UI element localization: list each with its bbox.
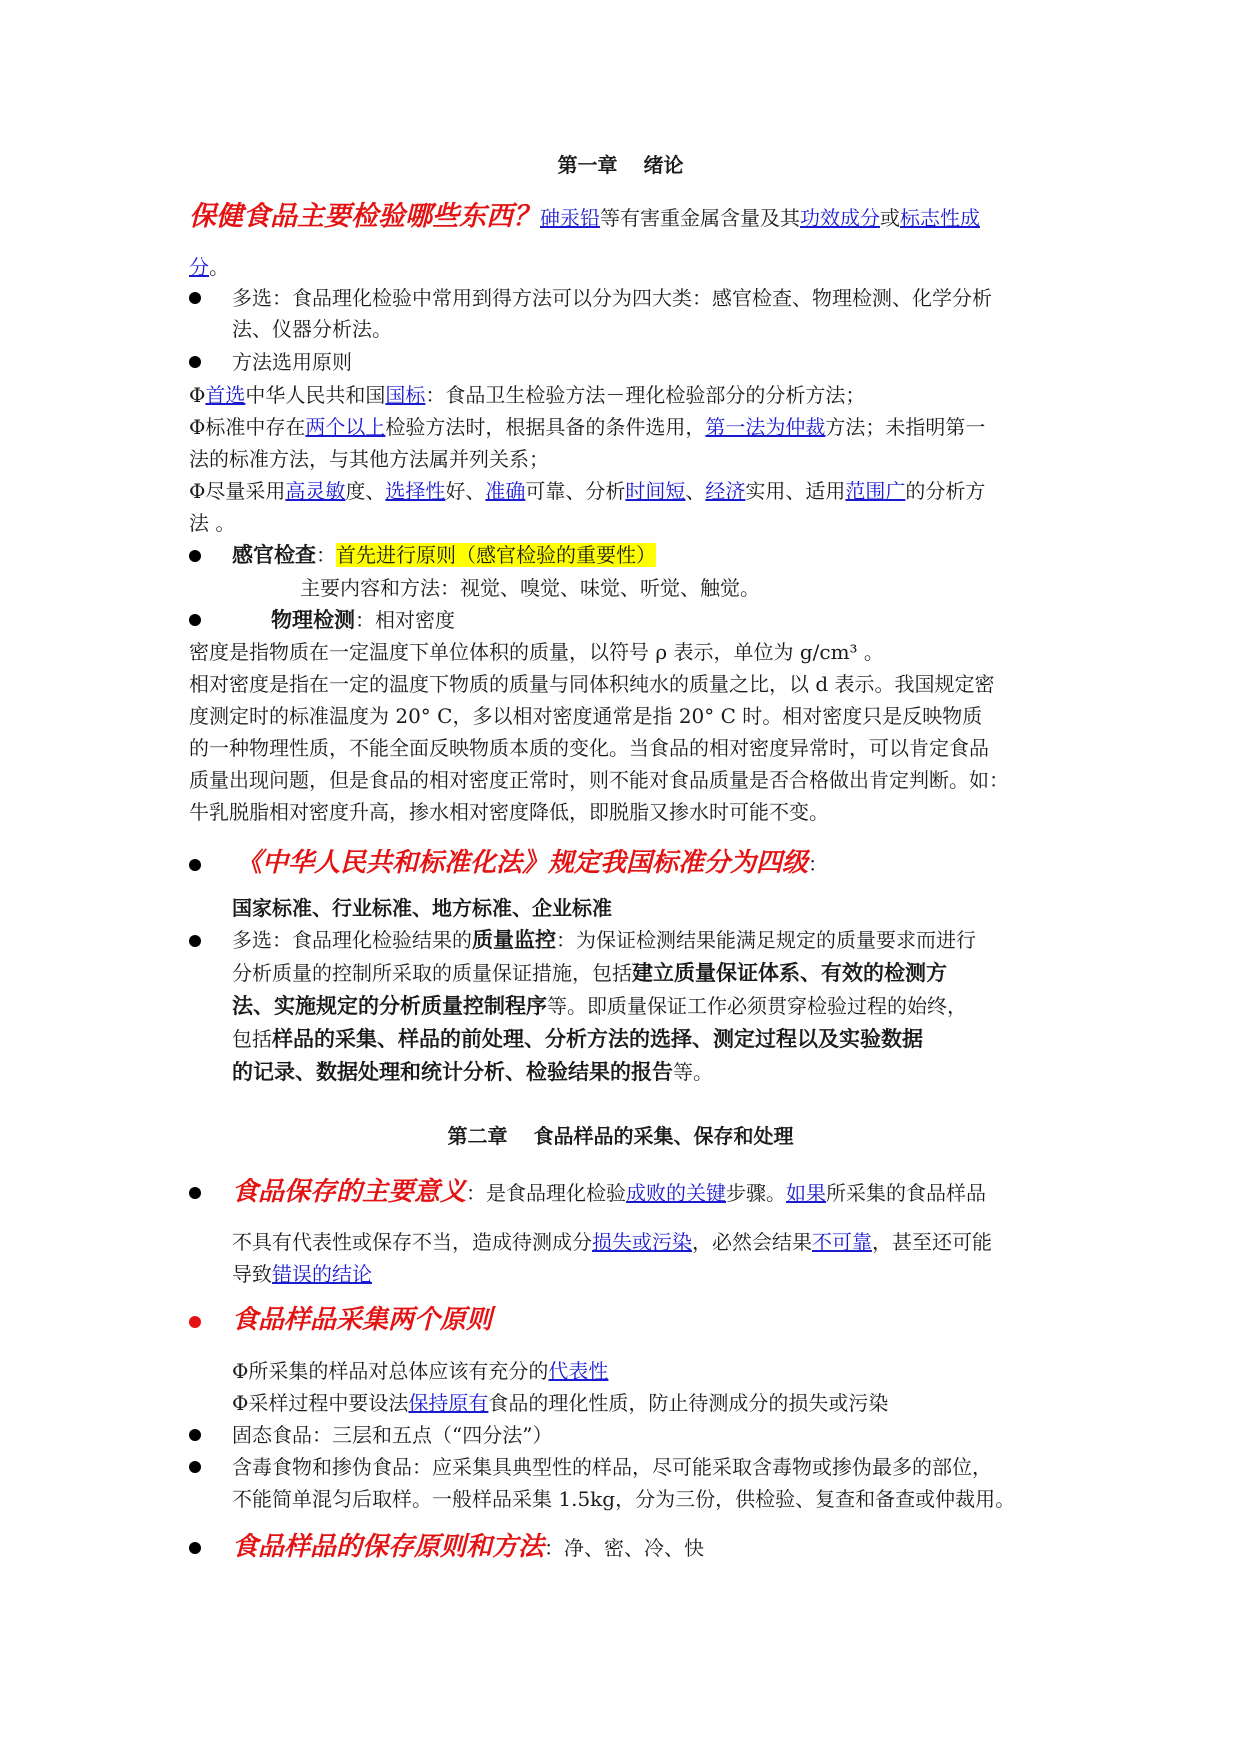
- bullet-icon: [189, 1187, 201, 1199]
- relative-density-line3: 的一种物理性质，不能全面反映物质本质的变化。当食品的相对密度异常时，可以肯定食品: [189, 736, 989, 760]
- text: 的记录、数据处理和统计分析、检验结果的报告: [232, 1060, 673, 1084]
- link-marker-component-cont[interactable]: 分: [189, 255, 209, 279]
- collection-title: 食品样品采集两个原则: [232, 1305, 493, 1335]
- relative-density-line5: 牛乳脱脂相对密度升高，掺水相对密度降低，即脱脂又掺水时可能不变。: [189, 800, 829, 824]
- text: ：相对密度: [355, 608, 455, 632]
- bullet-icon: [189, 614, 201, 626]
- quality-control-line4: [232, 1024, 923, 1054]
- text: ，必然会结果: [692, 1230, 812, 1254]
- collection-principles-heading: [232, 1305, 492, 1336]
- text: 实用、适用: [745, 479, 846, 503]
- text: 标准中存在: [205, 415, 306, 439]
- principle-2-cont: 法的标准方法，与其他方法属并列关系；: [189, 447, 549, 471]
- link-unreliable[interactable]: 不可靠: [812, 1230, 872, 1254]
- phi-symbol: Φ: [189, 479, 206, 503]
- phi-symbol: Φ: [232, 1391, 249, 1415]
- phi-symbol: Φ: [232, 1359, 249, 1383]
- text: 食品的理化性质，防止待测成分的损失或污染: [488, 1391, 889, 1415]
- chapter-2-number: 第二章: [447, 1124, 508, 1148]
- principle-3: [189, 476, 985, 506]
- preservation-title: 食品保存的主要意义: [232, 1177, 467, 1207]
- text: ：为保证检测结果能满足规定的质量要求而进行: [556, 928, 976, 952]
- bullet-icon: [189, 935, 201, 947]
- physical-heading: [271, 605, 455, 635]
- preservation-line3: [232, 1259, 372, 1289]
- bullet-icon: [189, 1542, 201, 1554]
- bullet-icon: [189, 292, 201, 304]
- link-representativeness[interactable]: 代表性: [548, 1359, 609, 1383]
- collection-principle-1: [232, 1356, 608, 1386]
- quality-monitoring-term: 质量监控: [472, 928, 556, 952]
- quality-control-line1: [232, 925, 976, 955]
- standard-law-title: 《中华人民共和标准化法》规定我国标准分为四级: [236, 848, 809, 878]
- phi-symbol: Φ: [189, 415, 206, 439]
- text: 等。即质量保证工作必须贯穿检验过程的始终，: [547, 994, 967, 1018]
- text: 导致: [232, 1262, 272, 1286]
- link-high-sensitivity[interactable]: 高灵敏: [285, 479, 346, 503]
- text: 或: [880, 206, 900, 230]
- text: 所采集的食品样品: [826, 1181, 987, 1205]
- text: 好、: [445, 479, 486, 503]
- chapter-1-number: 第一章: [557, 153, 618, 177]
- health-food-question-cont: [189, 252, 229, 282]
- sensory-content: 主要内容和方法：视觉、嗅觉、味觉、听觉、触觉。: [300, 576, 760, 600]
- link-arbitration-method[interactable]: 第一法为仲裁: [705, 415, 826, 439]
- text: 度、: [345, 479, 386, 503]
- text: 等。: [673, 1060, 713, 1084]
- text: 样品的采集、样品的前处理、分析方法的选择、测定过程以及实验数据: [272, 1027, 923, 1051]
- link-wrong-conclusion[interactable]: 错误的结论: [272, 1262, 372, 1286]
- text: 分析质量的控制所采取的质量保证措施，包括: [232, 961, 632, 985]
- density-definition: 密度是指物质在一定温度下单位体积的质量，以符号 ρ 表示，单位为 g/cm³ 。: [189, 640, 884, 664]
- text: 。: [209, 255, 229, 279]
- text: 多选：食品理化检验结果的: [232, 928, 472, 952]
- link-selectivity[interactable]: 选择性: [385, 479, 446, 503]
- link-loss-or-contamination[interactable]: 损失或污染: [592, 1230, 692, 1254]
- text: 可靠、分析: [525, 479, 626, 503]
- quality-control-line5: [232, 1057, 713, 1087]
- text: 法、实施规定的分析质量控制程序: [232, 994, 547, 1018]
- text: 所采集的样品对总体应该有充分的: [248, 1359, 549, 1383]
- toxic-food-line2: 不能简单混匀后取样。一般样品采集 1.5kg，分为三份，供检验、复查和备查或仲裁用。: [232, 1487, 1016, 1511]
- relative-density-line4: 质量出现问题，但是食品的相对密度正常时，则不能对食品质量是否合格做出肯定判断。如：: [189, 768, 1009, 792]
- storage-title: 食品样品的保存原则和方法: [232, 1532, 545, 1562]
- chapter-2-title: [0, 1121, 1241, 1151]
- link-keep-original[interactable]: 保持原有: [408, 1391, 489, 1415]
- chapter-2-name: 食品样品的采集、保存和处理: [533, 1124, 794, 1148]
- link-functional-component[interactable]: 功效成分: [800, 206, 880, 230]
- principle-3-cont: 法 。: [189, 511, 236, 535]
- text: ：食品卫生检验方法－理化检验部分的分析方法；: [425, 383, 866, 407]
- quality-control-line3: [232, 991, 967, 1021]
- text: 的分析方: [905, 479, 986, 503]
- chapter-1-name: 绪论: [643, 153, 684, 177]
- relative-density-line2: 度测定时的标准温度为 20° C，多以相对密度通常是指 20° C 时。相对密度只是反映物质: [189, 704, 983, 728]
- text: 国家标准、行业标准、地方标准、企业标准: [232, 896, 612, 920]
- sensory-highlight: 首先进行原则（感官检验的重要性）: [336, 543, 656, 567]
- bullet-icon: [189, 1316, 201, 1328]
- quality-control-line2: [232, 958, 947, 988]
- bullet-icon: [189, 550, 201, 562]
- text: 、: [685, 479, 706, 503]
- bullet-method-principle: 方法选用原则: [232, 350, 352, 374]
- health-food-question: [189, 202, 980, 233]
- link-key-to-success[interactable]: 成败的关键: [626, 1181, 727, 1205]
- link-if[interactable]: 如果: [786, 1181, 827, 1205]
- text: 不具有代表性或保存不当，造成待测成分: [232, 1230, 592, 1254]
- text: 检验方法时，根据具备的条件选用，: [385, 415, 706, 439]
- text: ，甚至还可能: [872, 1230, 992, 1254]
- bullet-icon: [189, 1461, 201, 1473]
- principle-1: [189, 380, 865, 410]
- link-short-time[interactable]: 时间短: [625, 479, 686, 503]
- chapter-1-title: [0, 150, 1241, 180]
- text: 尽量采用: [205, 479, 286, 503]
- bullet-icon: [189, 356, 201, 368]
- text: 方法；未指明第一: [825, 415, 986, 439]
- bullet-icon: [189, 859, 201, 871]
- link-marker-component[interactable]: 标志性成: [900, 206, 980, 230]
- bullet-icon: [189, 1429, 201, 1441]
- preservation-line2: [232, 1227, 992, 1257]
- storage-principles: [232, 1532, 704, 1563]
- physical-title: 物理检测: [271, 608, 355, 632]
- standard-levels: [232, 893, 612, 923]
- text: 中华人民共和国: [245, 383, 386, 407]
- standard-law-heading: [236, 848, 828, 879]
- sensory-heading: [232, 540, 656, 570]
- preservation-significance: [232, 1177, 986, 1208]
- collection-principle-2: [232, 1388, 888, 1418]
- toxic-food-line1: 含毒食物和掺伪食品：应采集具典型性的样品，尽可能采取含毒物或掺伪最多的部位，: [232, 1455, 992, 1479]
- text: 采样过程中要设法: [248, 1391, 409, 1415]
- text: ：: [808, 852, 829, 876]
- principle-2: [189, 412, 985, 442]
- text: 步骤。: [726, 1181, 787, 1205]
- link-wide-range[interactable]: 范围广: [845, 479, 906, 503]
- text: 建立质量保证体系、有效的检测方: [632, 961, 947, 985]
- link-economy[interactable]: 经济: [705, 479, 746, 503]
- phi-symbol: Φ: [189, 383, 206, 407]
- link-accuracy[interactable]: 准确: [485, 479, 526, 503]
- link-first-choice[interactable]: 首选: [205, 383, 246, 407]
- solid-food: 固态食品：三层和五点（“四分法”）: [232, 1423, 553, 1447]
- relative-density-line1: 相对密度是指在一定的温度下物质的质量与同体积纯水的质量之比，以 d 表示。我国规定密: [189, 672, 995, 696]
- sensory-title: 感官检查: [232, 543, 316, 567]
- text: ：是食品理化检验: [466, 1181, 627, 1205]
- link-national-standard[interactable]: 国标: [385, 383, 426, 407]
- link-heavy-metals[interactable]: 砷汞铅: [540, 206, 600, 230]
- bullet-methods-line1: 多选：食品理化检验中常用到得方法可以分为四大类：感官检查、物理检测、化学分析: [232, 286, 992, 310]
- text: ：净、密、冷、快: [544, 1536, 705, 1560]
- bullet-methods-line2: 法、仪器分析法。: [232, 317, 392, 341]
- text: 等有害重金属含量及其: [600, 206, 800, 230]
- health-food-question-title: 保健食品主要检验哪些东西？: [189, 201, 540, 232]
- text: 包括: [232, 1027, 272, 1051]
- link-two-or-more[interactable]: 两个以上: [305, 415, 386, 439]
- text: ：: [316, 543, 336, 567]
